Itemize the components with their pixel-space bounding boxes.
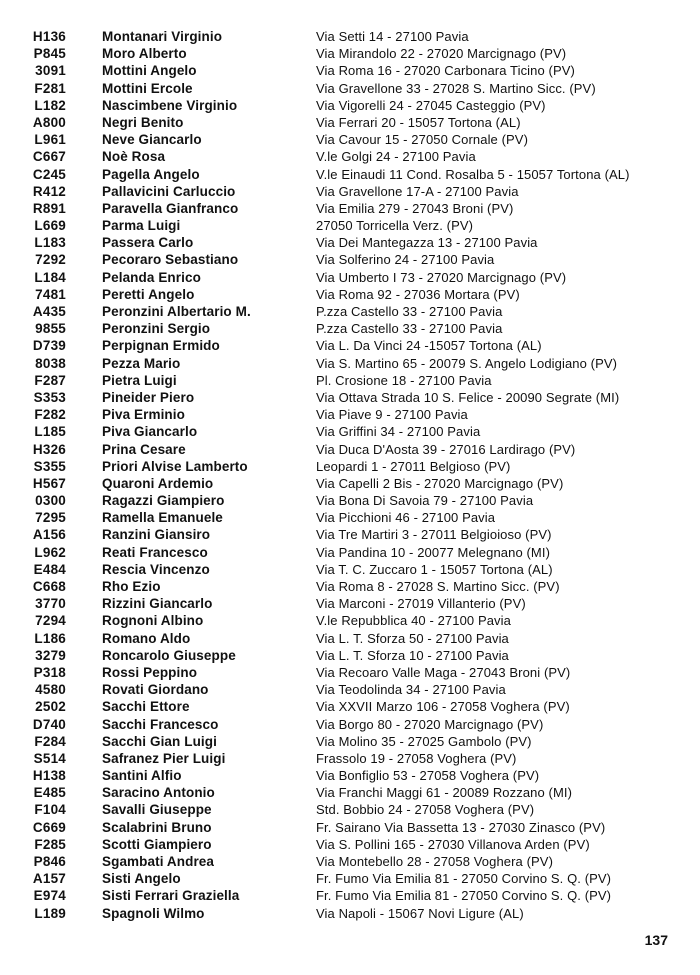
member-name: Sacchi Gian Luigi xyxy=(102,733,217,749)
member-address: Via Napoli - 15067 Novi Ligure (AL) xyxy=(316,905,524,921)
page-number: 137 xyxy=(644,932,668,948)
member-address: V.le Repubblica 40 - 27100 Pavia xyxy=(316,613,511,629)
entry-list xyxy=(0,28,700,922)
member-address: Via Mirandolo 22 - 27020 Marcignago (PV) xyxy=(316,46,567,62)
list-item xyxy=(0,870,700,887)
list-item xyxy=(0,114,700,131)
member-code: L185 xyxy=(34,424,66,440)
list-item xyxy=(0,698,700,715)
member-address: Via L. T. Sforza 50 - 27100 Pavia xyxy=(316,630,509,646)
member-code: A157 xyxy=(32,871,66,887)
member-address: Via Solferino 24 - 27100 Pavia xyxy=(316,252,495,268)
list-item xyxy=(0,836,700,853)
member-name: Spagnoli Wilmo xyxy=(102,905,205,921)
member-code: E485 xyxy=(33,785,66,801)
member-address: Via S. Martino 65 - 20079 S. Angelo Lodigiano (PV) xyxy=(316,355,618,371)
member-name: Sisti Ferrari Graziella xyxy=(102,888,240,904)
member-code: F104 xyxy=(34,802,66,818)
member-name: Reati Francesco xyxy=(102,544,208,560)
list-item xyxy=(0,630,700,647)
member-address: Via Montebello 28 - 27058 Voghera (PV) xyxy=(316,854,553,869)
list-item xyxy=(0,458,700,475)
member-code: A156 xyxy=(32,527,66,543)
member-name: Parma Luigi xyxy=(102,218,181,234)
member-address: Via Gravellone 33 - 27028 S. Martino Sicc. (PV) xyxy=(316,80,596,96)
member-code: R412 xyxy=(32,183,66,199)
list-item xyxy=(0,303,700,320)
member-name: Passera Carlo xyxy=(102,235,194,251)
member-code: L961 xyxy=(34,132,66,148)
member-address: Via Recoaro Valle Maga - 27043 Broni (PV) xyxy=(316,664,571,680)
member-code: R891 xyxy=(32,200,66,216)
member-address: Via Piave 9 - 27100 Pavia xyxy=(316,407,468,423)
member-code: E484 xyxy=(33,561,66,577)
member-address: Via Umberto I 73 - 27020 Marcignago (PV) xyxy=(316,269,567,285)
member-name: Quaroni Ardemio xyxy=(102,475,214,491)
member-address: Via Setti 14 - 27100 Pavia xyxy=(316,29,469,44)
list-item xyxy=(0,62,700,79)
member-name: Peronzini Sergio xyxy=(102,321,211,337)
list-item xyxy=(0,217,700,234)
member-code: L182 xyxy=(34,97,66,113)
list-item xyxy=(0,664,700,681)
member-name: Pelanda Enrico xyxy=(102,269,201,285)
member-code: D740 xyxy=(32,716,66,732)
member-name: Piva Giancarlo xyxy=(102,424,198,440)
member-code: L184 xyxy=(34,269,66,285)
member-code: 3279 xyxy=(35,647,66,663)
member-code: H136 xyxy=(32,29,66,44)
member-name: Prina Cesare xyxy=(102,441,186,457)
member-address: Via Cavour 15 - 27050 Cornale (PV) xyxy=(316,132,528,148)
member-address: Via XXVII Marzo 106 - 27058 Voghera (PV) xyxy=(316,699,570,715)
member-address: Via L. Da Vinci 24 -15057 Tortona (AL) xyxy=(316,338,542,354)
list-item xyxy=(0,492,700,509)
member-name: Safranez Pier Luigi xyxy=(102,750,226,766)
member-name: Scotti Giampiero xyxy=(102,836,212,852)
member-address: Fr. Fumo Via Emilia 81 - 27050 Corvino S. Q. (PV) xyxy=(316,888,612,904)
member-code: 3770 xyxy=(35,596,66,612)
list-item xyxy=(0,166,700,183)
member-code: P318 xyxy=(33,664,66,680)
member-code: 2502 xyxy=(35,699,66,715)
member-address: Via Teodolinda 34 - 27100 Pavia xyxy=(316,682,506,698)
member-name: Pecoraro Sebastiano xyxy=(102,252,239,268)
member-code: S514 xyxy=(33,750,66,766)
member-address: Via T. C. Zuccaro 1 - 15057 Tortona (AL) xyxy=(316,561,553,577)
member-address: Via Picchioni 46 - 27100 Pavia xyxy=(316,510,496,526)
list-item xyxy=(0,406,700,423)
member-code: C667 xyxy=(32,149,66,165)
member-name: Roncarolo Giuseppe xyxy=(102,647,236,663)
member-name: Ranzini Giansiro xyxy=(102,527,211,543)
member-code: 7292 xyxy=(35,252,66,268)
member-name: Mottini Ercole xyxy=(102,80,193,96)
list-item xyxy=(0,286,700,303)
member-name: Pineider Piero xyxy=(102,389,195,405)
list-item xyxy=(0,372,700,389)
member-address: Leopardi 1 - 27011 Belgioso (PV) xyxy=(316,458,511,474)
member-code: H326 xyxy=(32,441,66,457)
member-code: 7295 xyxy=(35,510,66,526)
member-name: Negri Benito xyxy=(102,114,184,130)
member-address: Via Capelli 2 Bis - 27020 Marcignago (PV) xyxy=(316,475,564,491)
member-name: Romano Aldo xyxy=(102,630,191,646)
list-item xyxy=(0,320,700,337)
list-item xyxy=(0,423,700,440)
list-item xyxy=(0,784,700,801)
list-item xyxy=(0,767,700,784)
member-name: Ramella Emanuele xyxy=(102,510,223,526)
member-name: Pallavicini Carluccio xyxy=(102,183,236,199)
member-code: C669 xyxy=(32,819,66,835)
member-address: Via Molino 35 - 27025 Gambolo (PV) xyxy=(316,733,532,749)
member-code: F284 xyxy=(34,733,66,749)
member-name: Sacchi Francesco xyxy=(102,716,219,732)
member-code: S355 xyxy=(33,458,66,474)
member-code: 9855 xyxy=(35,321,66,337)
member-name: Perpignan Ermido xyxy=(102,338,220,354)
member-address: Frassolo 19 - 27058 Voghera (PV) xyxy=(316,750,517,766)
list-item xyxy=(0,733,700,750)
list-item xyxy=(0,355,700,372)
member-code: L183 xyxy=(34,235,66,251)
list-item xyxy=(0,80,700,97)
list-item xyxy=(0,131,700,148)
member-address: Via L. T. Sforza 10 - 27100 Pavia xyxy=(316,647,509,663)
member-code: 4580 xyxy=(35,682,66,698)
member-address: V.le Golgi 24 - 27100 Pavia xyxy=(316,149,476,165)
member-address: Via Franchi Maggi 61 - 20089 Rozzano (MI) xyxy=(316,785,573,801)
member-name: Pietra Luigi xyxy=(102,372,177,388)
member-address: Via Ferrari 20 - 15057 Tortona (AL) xyxy=(316,114,521,130)
list-item xyxy=(0,269,700,286)
member-name: Ragazzi Giampiero xyxy=(102,493,225,509)
member-code: L669 xyxy=(34,218,66,234)
member-address: Via Roma 92 - 27036 Mortara (PV) xyxy=(316,286,520,302)
member-code: L189 xyxy=(34,905,66,921)
member-code: H138 xyxy=(32,768,66,784)
member-address: P.zza Castello 33 - 27100 Pavia xyxy=(316,321,503,337)
member-code: 7481 xyxy=(35,286,66,302)
member-code: S353 xyxy=(33,389,66,405)
member-address: Std. Bobbio 24 - 27058 Voghera (PV) xyxy=(316,802,535,818)
member-address: Fr. Sairano Via Bassetta 13 - 27030 Zinasco (PV) xyxy=(316,819,606,835)
member-name: Rognoni Albino xyxy=(102,613,204,629)
member-address: Via Roma 16 - 27020 Carbonara Ticino (PV) xyxy=(316,63,575,79)
list-item xyxy=(0,887,700,904)
member-address: Via Gravellone 17-A - 27100 Pavia xyxy=(316,183,519,199)
member-address: Via Borgo 80 - 27020 Marcignago (PV) xyxy=(316,716,544,732)
member-name: Sacchi Ettore xyxy=(102,699,190,715)
member-address: Via Emilia 279 - 27043 Broni (PV) xyxy=(316,200,514,216)
list-item xyxy=(0,681,700,698)
list-item xyxy=(0,337,700,354)
list-item xyxy=(0,801,700,818)
member-code: E974 xyxy=(33,888,66,904)
member-code: A800 xyxy=(32,114,66,130)
list-item xyxy=(0,251,700,268)
list-item xyxy=(0,389,700,406)
member-code: P846 xyxy=(33,854,66,869)
member-address: Via Vigorelli 24 - 27045 Casteggio (PV) xyxy=(316,97,546,113)
list-item xyxy=(0,853,700,870)
list-item xyxy=(0,612,700,629)
member-address: Via Dei Mantegazza 13 - 27100 Pavia xyxy=(316,235,538,251)
member-name: Pagella Angelo xyxy=(102,166,200,182)
member-address: Via Bona Di Savoia 79 - 27100 Pavia xyxy=(316,493,534,509)
list-item xyxy=(0,183,700,200)
member-code: 7294 xyxy=(35,613,66,629)
member-address: Via Griffini 34 - 27100 Pavia xyxy=(316,424,481,440)
member-code: C668 xyxy=(32,579,66,594)
member-name: Savalli Giuseppe xyxy=(102,802,212,818)
member-code: A435 xyxy=(32,304,66,319)
member-code: L186 xyxy=(34,630,66,646)
member-code: P845 xyxy=(33,46,66,62)
list-item xyxy=(0,578,700,595)
member-name: Rossi Peppino xyxy=(102,664,198,680)
member-name: Mottini Angelo xyxy=(102,63,197,79)
member-code: F285 xyxy=(34,836,66,852)
list-item xyxy=(0,45,700,62)
member-address: Via Pandina 10 - 20077 Melegnano (MI) xyxy=(316,544,550,560)
member-address: Via Tre Martiri 3 - 27011 Belgioioso (PV) xyxy=(316,527,552,543)
member-name: Rovati Giordano xyxy=(102,682,209,698)
member-name: Sisti Angelo xyxy=(102,871,181,887)
list-item xyxy=(0,234,700,251)
member-address: Via Marconi - 27019 Villanterio (PV) xyxy=(316,596,526,612)
member-code: L962 xyxy=(34,544,66,560)
member-address: 27050 Torricella Verz. (PV) xyxy=(316,218,474,234)
member-code: F281 xyxy=(34,80,66,96)
member-name: Santini Alfio xyxy=(102,768,182,784)
list-item xyxy=(0,819,700,836)
member-name: Scalabrini Bruno xyxy=(102,819,212,835)
member-code: 8038 xyxy=(35,355,66,371)
member-name: Saracino Antonio xyxy=(102,785,215,801)
member-code: F287 xyxy=(34,372,66,388)
member-name: Nascimbene Virginio xyxy=(102,97,238,113)
member-name: Rescia Vincenzo xyxy=(102,561,210,577)
member-name: Priori Alvise Lamberto xyxy=(102,458,248,474)
member-name: Peronzini Albertario M. xyxy=(102,304,251,319)
member-address: Via Duca D'Aosta 39 - 27016 Lardirago (PV) xyxy=(316,441,576,457)
member-name: Moro Alberto xyxy=(102,46,187,62)
member-name: Noè Rosa xyxy=(102,149,166,165)
member-address: Via Bonfiglio 53 - 27058 Voghera (PV) xyxy=(316,768,540,784)
member-name: Rizzini Giancarlo xyxy=(102,596,213,612)
member-address: Via S. Pollini 165 - 27030 Villanova Arden (PV) xyxy=(316,836,590,852)
list-item xyxy=(0,475,700,492)
list-item xyxy=(0,905,700,922)
member-address: V.le Einaudi 11 Cond. Rosalba 5 - 15057 Tortona (AL) xyxy=(316,166,630,182)
member-code: C245 xyxy=(32,166,66,182)
member-code: H567 xyxy=(32,475,66,491)
member-name: Piva Erminio xyxy=(102,407,185,423)
member-name: Rho Ezio xyxy=(102,579,161,594)
member-code: 0300 xyxy=(35,493,66,509)
member-name: Montanari Virginio xyxy=(102,29,223,44)
member-name: Peretti Angelo xyxy=(102,286,195,302)
list-item xyxy=(0,28,700,45)
list-item xyxy=(0,509,700,526)
list-item xyxy=(0,200,700,217)
member-name: Sgambati Andrea xyxy=(102,854,215,869)
member-code: 3091 xyxy=(35,63,66,79)
list-item xyxy=(0,561,700,578)
member-address: P.zza Castello 33 - 27100 Pavia xyxy=(316,304,503,319)
list-item xyxy=(0,148,700,165)
member-name: Paravella Gianfranco xyxy=(102,200,239,216)
list-item xyxy=(0,750,700,767)
member-name: Pezza Mario xyxy=(102,355,181,371)
list-item xyxy=(0,526,700,543)
member-code: F282 xyxy=(34,407,66,423)
list-item xyxy=(0,441,700,458)
member-code: D739 xyxy=(32,338,66,354)
member-name: Neve Giancarlo xyxy=(102,132,202,148)
member-address: Fr. Fumo Via Emilia 81 - 27050 Corvino S. Q. (PV) xyxy=(316,871,612,887)
list-item xyxy=(0,647,700,664)
member-address: Via Ottava Strada 10 S. Felice - 20090 Segrate (MI) xyxy=(316,389,620,405)
list-item xyxy=(0,97,700,114)
list-item xyxy=(0,544,700,561)
member-address: Pl. Crosione 18 - 27100 Pavia xyxy=(316,372,492,388)
list-item xyxy=(0,716,700,733)
list-item xyxy=(0,595,700,612)
member-address: Via Roma 8 - 27028 S. Martino Sicc. (PV) xyxy=(316,579,560,594)
